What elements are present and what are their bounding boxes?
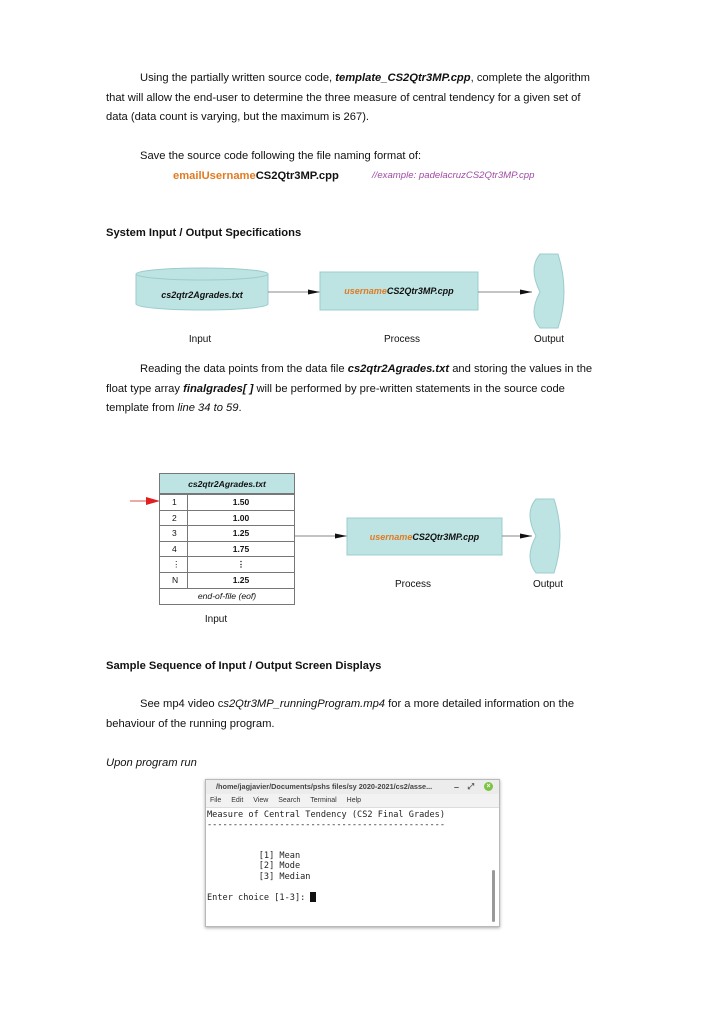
video-text-a: See mp4 video c bbox=[140, 698, 224, 710]
save-instruction bbox=[106, 147, 596, 167]
datafile-row-index: 4 bbox=[160, 541, 188, 557]
process-filename: CS2Qtr3MP.cpp bbox=[386, 286, 454, 296]
label-output-2: Output bbox=[532, 579, 564, 590]
reading-array: finalgrades[ ] bbox=[183, 382, 254, 395]
datafile-row-value: ⋮ bbox=[188, 557, 295, 573]
datafile-title: cs2qtr2Agrades.txt bbox=[159, 473, 295, 494]
label-input-2: Input bbox=[204, 614, 228, 625]
datafile-row-value: 1.25 bbox=[188, 526, 295, 542]
terminal-window bbox=[205, 779, 500, 927]
input-file-cylinder bbox=[136, 268, 268, 310]
input-file-label: cs2qtr2Agrades.txt bbox=[161, 290, 243, 300]
naming-username: emailUsername bbox=[173, 170, 256, 182]
terminal-cursor bbox=[310, 892, 316, 902]
label-input: Input bbox=[188, 334, 212, 345]
datafile-row-index: 3 bbox=[160, 526, 188, 542]
menu-edit[interactable]: Edit bbox=[231, 797, 244, 804]
reading-lines: line 34 to 59 bbox=[177, 402, 239, 415]
datafile-row-index: 1 bbox=[160, 495, 188, 511]
reading-text-b: and storing the values in the float type array bbox=[106, 363, 593, 395]
datafile-row-index: ⋮ bbox=[160, 557, 188, 573]
datafile-row-value: 1.25 bbox=[188, 572, 295, 588]
video-text-b: for a more detailed information on the behaviour of the running program. bbox=[106, 698, 575, 730]
terminal-title: /home/jagjavier/Documents/pshs files/sy 2020-2021/cs2/asse... bbox=[216, 782, 433, 791]
arrow-head-3 bbox=[335, 534, 347, 539]
sample-sequence-heading: Sample Sequence of Input / Output Screen Displays bbox=[106, 660, 382, 672]
datafile-row-index: 2 bbox=[160, 510, 188, 526]
reading-paragraph bbox=[106, 360, 596, 419]
label-process: Process bbox=[383, 334, 421, 345]
pointer-arrow bbox=[130, 495, 162, 507]
menu-terminal[interactable]: Terminal bbox=[310, 797, 337, 804]
reading-text-d: . bbox=[238, 402, 242, 415]
menu-view[interactable]: View bbox=[253, 797, 269, 804]
terminal-line-divider: ---------------------------------------------- bbox=[207, 820, 445, 831]
intro-paragraph bbox=[106, 69, 596, 128]
close-icon[interactable]: × bbox=[484, 782, 493, 791]
minimize-icon[interactable]: – bbox=[453, 782, 459, 792]
terminal-titlebar bbox=[206, 780, 499, 794]
eof-label: end-of-file (eof) bbox=[159, 589, 295, 605]
label-process-2: Process bbox=[394, 579, 432, 590]
datafile-row bbox=[160, 526, 295, 542]
datafile-row bbox=[160, 510, 295, 526]
intro-text-a: Using the partially written source code, bbox=[140, 72, 336, 84]
process-username-2: username bbox=[369, 532, 413, 542]
template-filename: template_CS2Qtr3MP.cpp bbox=[335, 72, 471, 84]
datafile-row-value: 1.75 bbox=[188, 541, 295, 557]
output-shape bbox=[534, 254, 564, 328]
arrow-head-2 bbox=[520, 290, 532, 295]
upon-run-label: Upon program run bbox=[106, 757, 197, 769]
output-shape-2 bbox=[530, 499, 560, 573]
reading-datafile: cs2qtr2Agrades.txt bbox=[347, 363, 450, 375]
datafile-row bbox=[160, 572, 295, 588]
terminal-prompt-line bbox=[207, 892, 499, 903]
reading-text-a: Reading the data points from the data file bbox=[140, 363, 348, 375]
io-spec-heading: System Input / Output Specifications bbox=[106, 227, 302, 239]
process-username: username bbox=[344, 286, 387, 296]
arrow-head-1 bbox=[308, 290, 320, 295]
terminal-output[interactable] bbox=[206, 808, 499, 903]
process-label bbox=[320, 286, 478, 296]
save-instruction-text: Save the source code following the file naming format of: bbox=[140, 150, 422, 162]
menu-help[interactable]: Help bbox=[346, 797, 362, 804]
reading-text-c: will be performed by pre-written statements in the source code template from bbox=[106, 382, 565, 415]
video-filename: s2Qtr3MP_runningProgram.mp4 bbox=[223, 698, 386, 710]
intro-text-b: , complete the algorithm that will allow the end-user to determine the three measure of central tendency for a given set of data (data count is varying, but the maximum is 267). bbox=[106, 72, 591, 124]
terminal-option-median: [3] Median bbox=[207, 871, 311, 882]
terminal-option-mean: [1] Mean bbox=[207, 850, 301, 861]
datafile-row bbox=[160, 495, 295, 511]
datafile-row bbox=[160, 541, 295, 557]
datafile-row bbox=[160, 557, 295, 573]
label-output: Output bbox=[533, 334, 565, 345]
terminal-prompt: Enter choice [1-3]: bbox=[207, 893, 311, 904]
datafile-row-value: 1.00 bbox=[188, 510, 295, 526]
terminal-scrollbar[interactable] bbox=[492, 870, 495, 922]
video-paragraph bbox=[106, 695, 596, 734]
restore-icon[interactable]: ⤢ bbox=[467, 782, 474, 791]
menu-search[interactable]: Search bbox=[278, 797, 301, 804]
terminal-line-title: Measure of Central Tendency (CS2 Final Grades) bbox=[207, 810, 445, 820]
process-label-2 bbox=[347, 532, 502, 542]
datafile-table-wrap bbox=[159, 473, 295, 605]
datafile-row-value: 1.50 bbox=[188, 495, 295, 511]
terminal-option-mode: [2] Mode bbox=[207, 861, 301, 872]
datafile-row-index: N bbox=[160, 572, 188, 588]
process-filename-2: CS2Qtr3MP.cpp bbox=[412, 532, 480, 542]
naming-format bbox=[173, 168, 339, 184]
naming-filename: CS2Qtr3MP.cpp bbox=[255, 170, 339, 182]
menu-file[interactable]: File bbox=[210, 797, 222, 804]
terminal-menubar bbox=[206, 794, 499, 808]
arrow-head-4 bbox=[520, 534, 532, 539]
datafile-table bbox=[159, 494, 295, 589]
naming-example: //example: padelacruzCS2Qtr3MP.cpp bbox=[372, 170, 535, 181]
